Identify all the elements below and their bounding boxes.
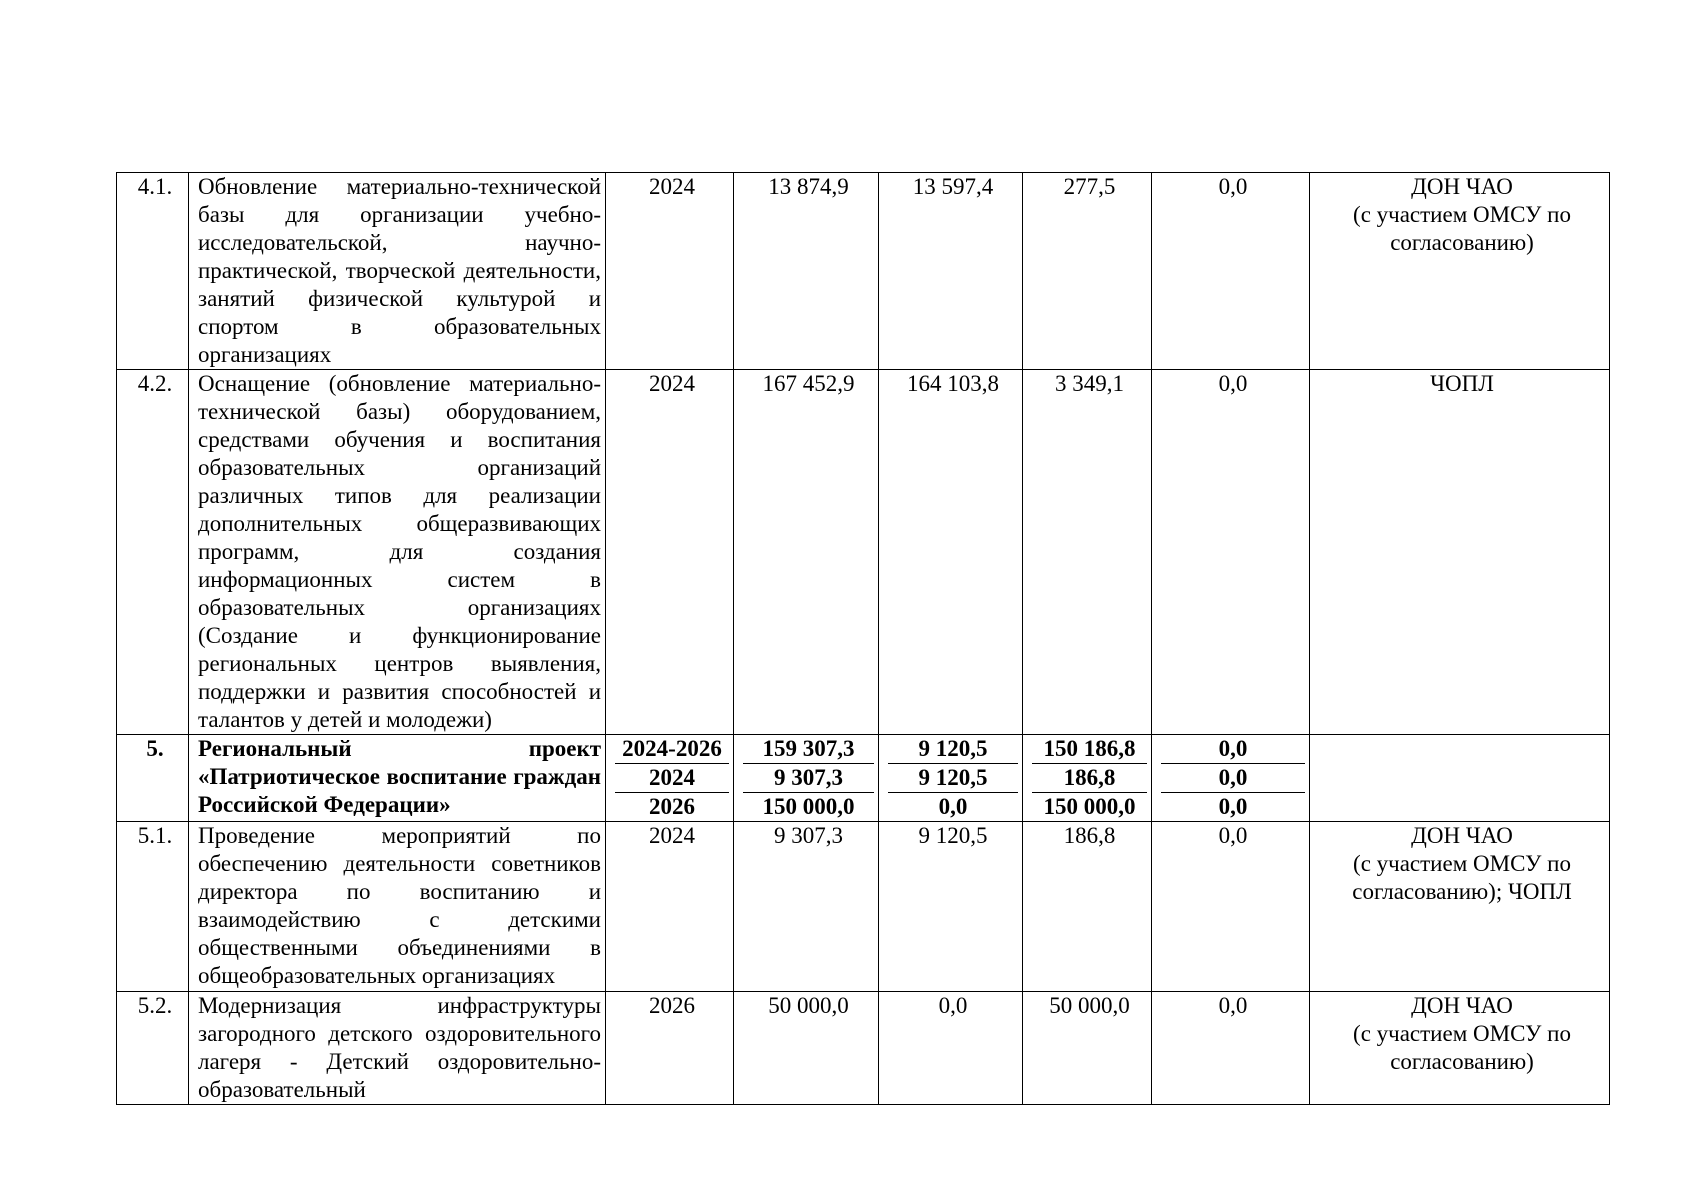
row-federal-budget: 9 120,5: [879, 822, 1023, 992]
responsible-line: ДОН ЧАО: [1411, 823, 1513, 848]
sub-regional: 186,8: [1032, 764, 1147, 793]
row-responsible: [1310, 370, 1610, 735]
responsible-line: (с участием ОМСУ по: [1353, 202, 1571, 227]
row-total: 13 874,9: [734, 173, 879, 370]
row-federal-budget: 13 597,4: [879, 173, 1023, 370]
row-regional-budget: 50 000,0: [1023, 992, 1152, 1105]
row-description: Обновление материально-технической базы для организации учебно-исследовательской, научно-практической, творческой деятельности, занятий физической культурой и спортом в образовательных организациях: [189, 173, 606, 370]
responsible-line: согласованию); ЧОПЛ: [1352, 879, 1572, 904]
sub-year: 2024-2026: [615, 735, 729, 764]
table-row: [117, 992, 1610, 1105]
sub-total: 9 307,3: [743, 764, 874, 793]
sub-other: 0,0: [1218, 794, 1248, 819]
sub-regional: 150 000,0: [1043, 794, 1136, 819]
table-row: [117, 370, 1610, 735]
row-description: Проведение мероприятий по обеспечению деятельности советников директора по воспитанию и взаимодействию с детскими общественными объединениями в общеобразовательных организациях: [189, 822, 606, 992]
row-other-sources: [1152, 735, 1310, 822]
responsible-line: ЧОПЛ: [1430, 371, 1494, 396]
row-federal-budget: 0,0: [879, 992, 1023, 1105]
row-number: 4.2.: [117, 370, 189, 735]
sub-total: 150 000,0: [762, 794, 855, 819]
responsible-line: (с участием ОМСУ по: [1353, 851, 1571, 876]
row-federal-budget: 164 103,8: [879, 370, 1023, 735]
row-responsible: [1310, 992, 1610, 1105]
table-row-project: [117, 735, 1610, 822]
sub-regional: 150 186,8: [1032, 735, 1147, 764]
row-number: 5.1.: [117, 822, 189, 992]
row-total: 50 000,0: [734, 992, 879, 1105]
row-years: [606, 735, 734, 822]
row-year: 2026: [606, 992, 734, 1105]
sub-other: 0,0: [1161, 764, 1305, 793]
sub-federal: 0,0: [938, 794, 968, 819]
row-regional-budgets: [1023, 735, 1152, 822]
row-description: Оснащение (обновление материально-технической базы) оборудованием, средствами обучения и воспитания образовательных организаций различных типов для реализации дополнительных общеразвивающих программ, для создания информационных систем в образовательных организациях (Создание и функционирование региональных центров выявления, поддержки и развития способностей и талантов у детей и молодежи): [189, 370, 606, 735]
row-other-sources: 0,0: [1152, 370, 1310, 735]
row-federal-budgets: [879, 735, 1023, 822]
responsible-line: согласованию): [1390, 230, 1534, 255]
sub-year: 2024: [615, 764, 729, 793]
row-responsible: [1310, 822, 1610, 992]
sub-year: 2026: [649, 794, 695, 819]
row-total: 9 307,3: [734, 822, 879, 992]
table-row: [117, 822, 1610, 992]
row-description: Модернизация инфраструктуры загородного детского оздоровительного лагеря - Детский оздоровительно-образовательный: [189, 992, 606, 1105]
row-totals: [734, 735, 879, 822]
row-number: 5.2.: [117, 992, 189, 1105]
row-regional-budget: 3 349,1: [1023, 370, 1152, 735]
sub-other: 0,0: [1161, 735, 1305, 764]
sub-federal: 9 120,5: [888, 764, 1018, 793]
row-responsible: [1310, 735, 1610, 822]
row-responsible: [1310, 173, 1610, 370]
row-year: 2024: [606, 173, 734, 370]
sub-federal: 9 120,5: [888, 735, 1018, 764]
responsible-line: согласованию): [1390, 1049, 1534, 1074]
responsible-line: ДОН ЧАО: [1411, 174, 1513, 199]
row-number: 4.1.: [117, 173, 189, 370]
row-total: 167 452,9: [734, 370, 879, 735]
sub-total: 159 307,3: [743, 735, 874, 764]
row-other-sources: 0,0: [1152, 173, 1310, 370]
row-regional-budget: 186,8: [1023, 822, 1152, 992]
table-row: [117, 173, 1610, 370]
row-year: 2024: [606, 822, 734, 992]
budget-table: [116, 172, 1610, 1105]
responsible-line: ДОН ЧАО: [1411, 993, 1513, 1018]
responsible-line: (с участием ОМСУ по: [1353, 1021, 1571, 1046]
row-number: 5.: [117, 735, 189, 822]
row-year: 2024: [606, 370, 734, 735]
row-other-sources: 0,0: [1152, 822, 1310, 992]
row-other-sources: 0,0: [1152, 992, 1310, 1105]
row-regional-budget: 277,5: [1023, 173, 1152, 370]
row-description: Региональный проект «Патриотическое воспитание граждан Российской Федерации»: [189, 735, 606, 822]
